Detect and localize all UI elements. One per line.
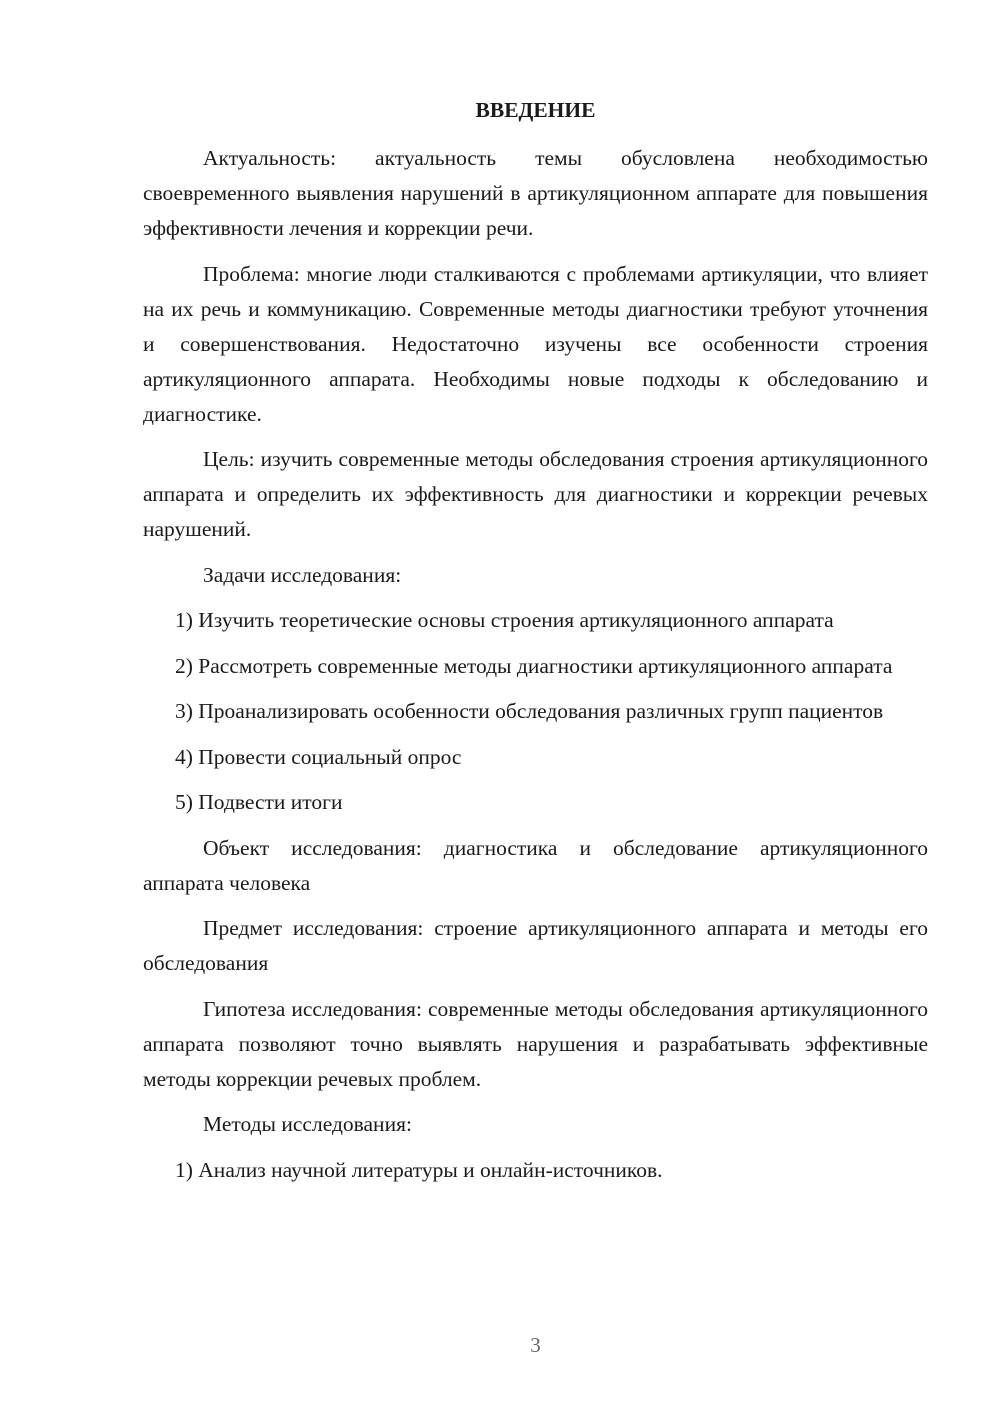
task-item: 4) Провести социальный опрос xyxy=(175,744,462,769)
tasks-heading: Задачи исследования: xyxy=(203,562,402,587)
paragraph-goal: Цель: изучить современные методы обследования строения артикуляционного аппарата и определить их эффективность для диагностики и коррекции речевых нарушений. xyxy=(143,447,928,541)
paragraph-subject: Предмет исследования: строение артикуляционного аппарата и методы его обследования xyxy=(143,916,928,975)
paragraph-object: Объект исследования: диагностика и обследование артикуляционного аппарата человека xyxy=(143,835,928,895)
task-item: 1) Изучить теоретические основы строения артикуляционного аппарата xyxy=(175,608,834,632)
task-item: 3) Проанализировать особенности обследования различных групп пациентов xyxy=(175,699,884,723)
page-number: 3 xyxy=(530,1333,541,1357)
method-item: 1) Анализ научной литературы и онлайн-источников. xyxy=(175,1157,663,1182)
document-page xyxy=(143,0,928,1414)
paragraph-hypothesis: Гипотеза исследования: современные методы обследования артикуляционного аппарата позволяют точно выявлять нарушения и разрабатывать эффективные методы коррекции речевых проблем. xyxy=(143,996,928,1091)
document-body xyxy=(143,141,928,1198)
task-item: 2) Рассмотреть современные методы диагностики артикуляционного аппарата xyxy=(175,653,893,678)
paragraph-relevance: Актуальность: актуальность темы обусловлена необходимостью своевременного выявления нарушений в артикуляционном аппарате для повышения эффективности лечения и коррекции речи. xyxy=(143,146,928,240)
task-item: 5) Подвести итоги xyxy=(175,790,343,814)
paragraph-problem: Проблема: многие люди сталкиваются с проблемами артикуляции, что влияет на их речь и коммуникацию. Современные методы диагностики требуют уточнения и совершенствования. Недостаточно изучены все особенности строения артикуляционного аппарата. Необходимы новые подходы к обследованию и диагностике. xyxy=(143,261,928,426)
document-title: ВВЕДЕНИЕ xyxy=(475,98,596,122)
methods-heading: Методы исследования: xyxy=(203,1112,412,1136)
